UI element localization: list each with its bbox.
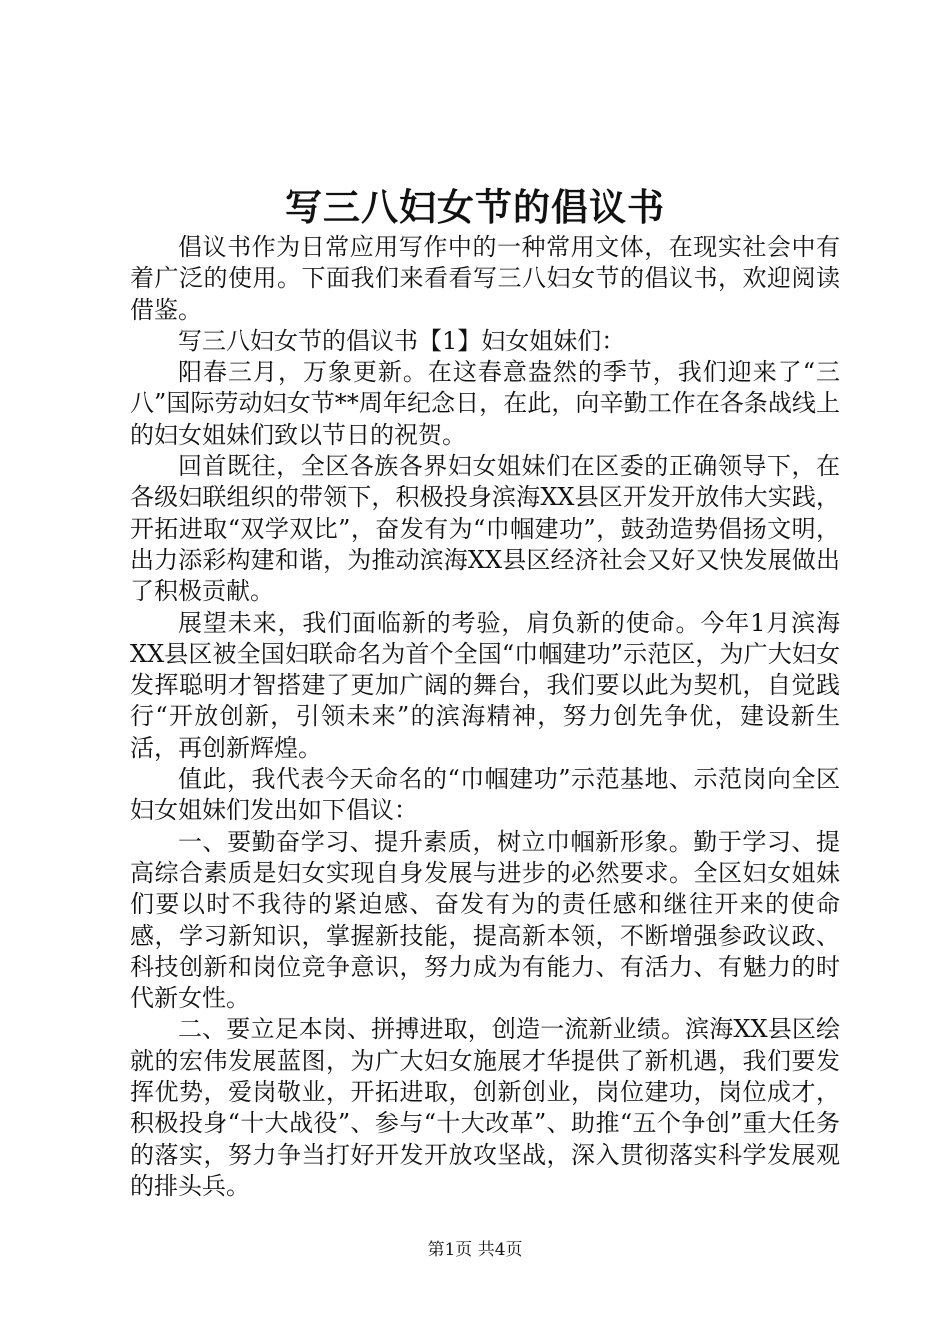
paragraph-heading-1: 写三八妇女节的倡议书【1】妇女姐妹们： [178,326,626,355]
paragraph-proposal-1: 一、要勤奋学习、提升素质，树立巾帼新形象。勤于学习、提高综合素质是妇女实现自身发展与进步的必然要求。全区妇女姐妹们要以时不我待的紧迫感、奋发有为的责任感和继往开来的使命感，学习新知识，掌握新技能，提高新本领，不断增强参政议政、科技创新和岗位竞争意识，努力成为有能力、有活力、有魅力的时代新女性。 [130,827,840,1013]
paragraph-proposal-intro: 值此，我代表今天命名的“巾帼建功”示范基地、示范岗向全区妇女姐妹们发出如下倡议： [130,765,840,825]
paragraph-greeting: 阳春三月，万象更新。在这春意盎然的季节，我们迎来了“三八”国际劳动妇女节**周年纪念日，在此，向辛勤工作在各条战线上的妇女姐妹们致以节日的祝贺。 [130,358,840,449]
paragraph-outlook: 展望未来，我们面临新的考验，肩负新的使命。今年1月滨海XX县区被全国妇联命名为首个全国“巾帼建功”示范区，为广大妇女发挥聪明才智搭建了更加广阔的舞台，我们要以此为契机，自觉践行“开放创新，引领未来”的滨海精神，努力创先争优，建设新生活，再创新辉煌。 [130,608,840,762]
paragraph-proposal-2: 二、要立足本岗、拼搏进取，创造一流新业绩。滨海XX县区绘就的宏伟发展蓝图，为广大妇女施展才华提供了新机遇，我们要发挥优势，爱岗敬业，开拓进取，创新创业，岗位建功，岗位成才，积极投身“十大战役”、参与“十大改革”、助推“五个争创”重大任务的落实，努力争当打好开发开放攻坚战，深入贯彻落实科学发展观的排头兵。 [130,1015,840,1200]
page-number-footer: 第1页 共4页 [427,1240,523,1260]
document-body [130,232,840,1202]
paragraph-intro: 倡议书作为日常应用写作中的一种常用文体，在现实社会中有着广泛的使用。下面我们来看看写三八妇女节的倡议书，欢迎阅读借鉴。 [130,233,840,324]
document-title: 写三八妇女节的倡议书 [285,185,665,229]
paragraph-review: 回首既往，全区各族各界妇女姐妹们在区委的正确领导下，在各级妇联组织的带领下，积极投身滨海XX县区开发开放伟大实践，开拓进取“双学双比”，奋发有为“巾帼建功”，鼓劲造势倡扬文明，出力添彩构建和谐，为推动滨海XX县区经济社会又好又快发展做出了积极贡献。 [130,452,840,606]
